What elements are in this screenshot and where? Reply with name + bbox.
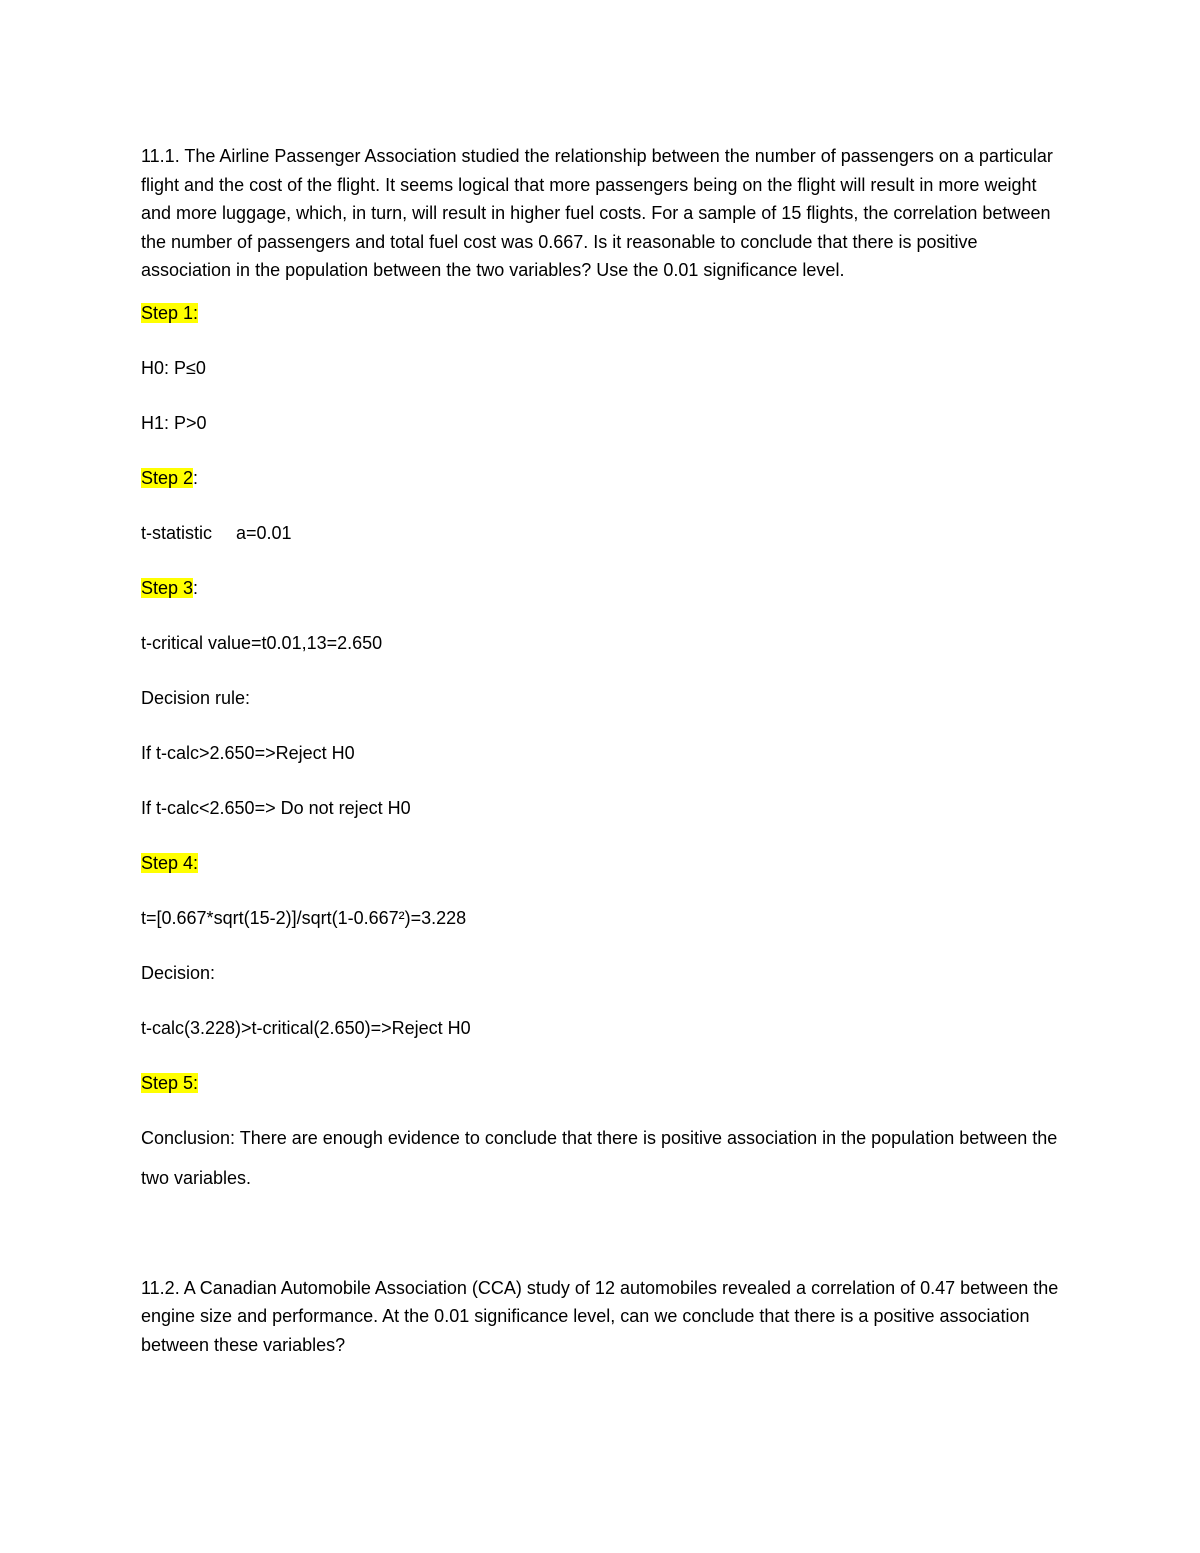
step-5-heading	[141, 1071, 1061, 1095]
question-11-1: 11.1. The Airline Passenger Association studied the relationship between the number of passengers on a particular flight and the cost of the flight. It seems logical that more passengers being on the flight will result in more weight and more luggage, which, in turn, will result in higher fuel costs. For a sample of 15 flights, the correlation between the number of passengers and total fuel cost was 0.667. Is it reasonable to conclude that there is positive association in the population between the two variables? Use the 0.01 significance level.	[141, 146, 1053, 280]
step-4-heading	[141, 851, 1061, 875]
conclusion-label: Conclusion:	[141, 1127, 236, 1148]
test-statistic: t-statistic	[141, 522, 213, 543]
decision-rule-title: Decision rule:	[141, 687, 251, 708]
t-calculation: t=[0.667*sqrt(15-2)]/sqrt(1-0.667²)=3.228	[141, 907, 467, 928]
step-2-heading	[141, 466, 1061, 490]
decision-rule-accept: If t-calc<2.650=> Do not reject H0	[141, 797, 411, 818]
step-3-colon: :	[193, 577, 199, 598]
critical-value: t-critical value=t0.01,13=2.650	[141, 632, 383, 653]
document-body	[141, 142, 1061, 1359]
conclusion	[141, 1118, 1061, 1198]
alternative-hypothesis: H1: P>0	[141, 412, 207, 433]
alpha-level: a=0.01	[236, 522, 292, 543]
question-11-2: 11.2. A Canadian Automobile Association (CCA) study of 12 automobiles revealed a correlation of 0.47 between the engine size and performance. At the 0.01 significance level, can we conclude that there is a positive association between these variables?	[141, 1277, 1059, 1355]
decision-title: Decision:	[141, 962, 216, 983]
step-2-colon: :	[193, 467, 199, 488]
conclusion-text: There are enough evidence to conclude that there is positive association in the population between the two variables.	[141, 1127, 1058, 1188]
step-1-heading	[141, 301, 1061, 325]
step-4-label: Step 4:	[141, 852, 199, 873]
step-2-label: Step 2	[141, 467, 194, 488]
step-3-heading	[141, 576, 1061, 600]
step-1-label: Step 1:	[141, 302, 199, 323]
decision-rule-reject: If t-calc>2.650=>Reject H0	[141, 742, 355, 763]
decision-result: t-calc(3.228)>t-critical(2.650)=>Reject H0	[141, 1017, 471, 1038]
test-statistic-line	[141, 521, 1061, 545]
step-5-label: Step 5:	[141, 1072, 199, 1093]
null-hypothesis: H0: P≤0	[141, 357, 206, 378]
step-3-label: Step 3	[141, 577, 194, 598]
